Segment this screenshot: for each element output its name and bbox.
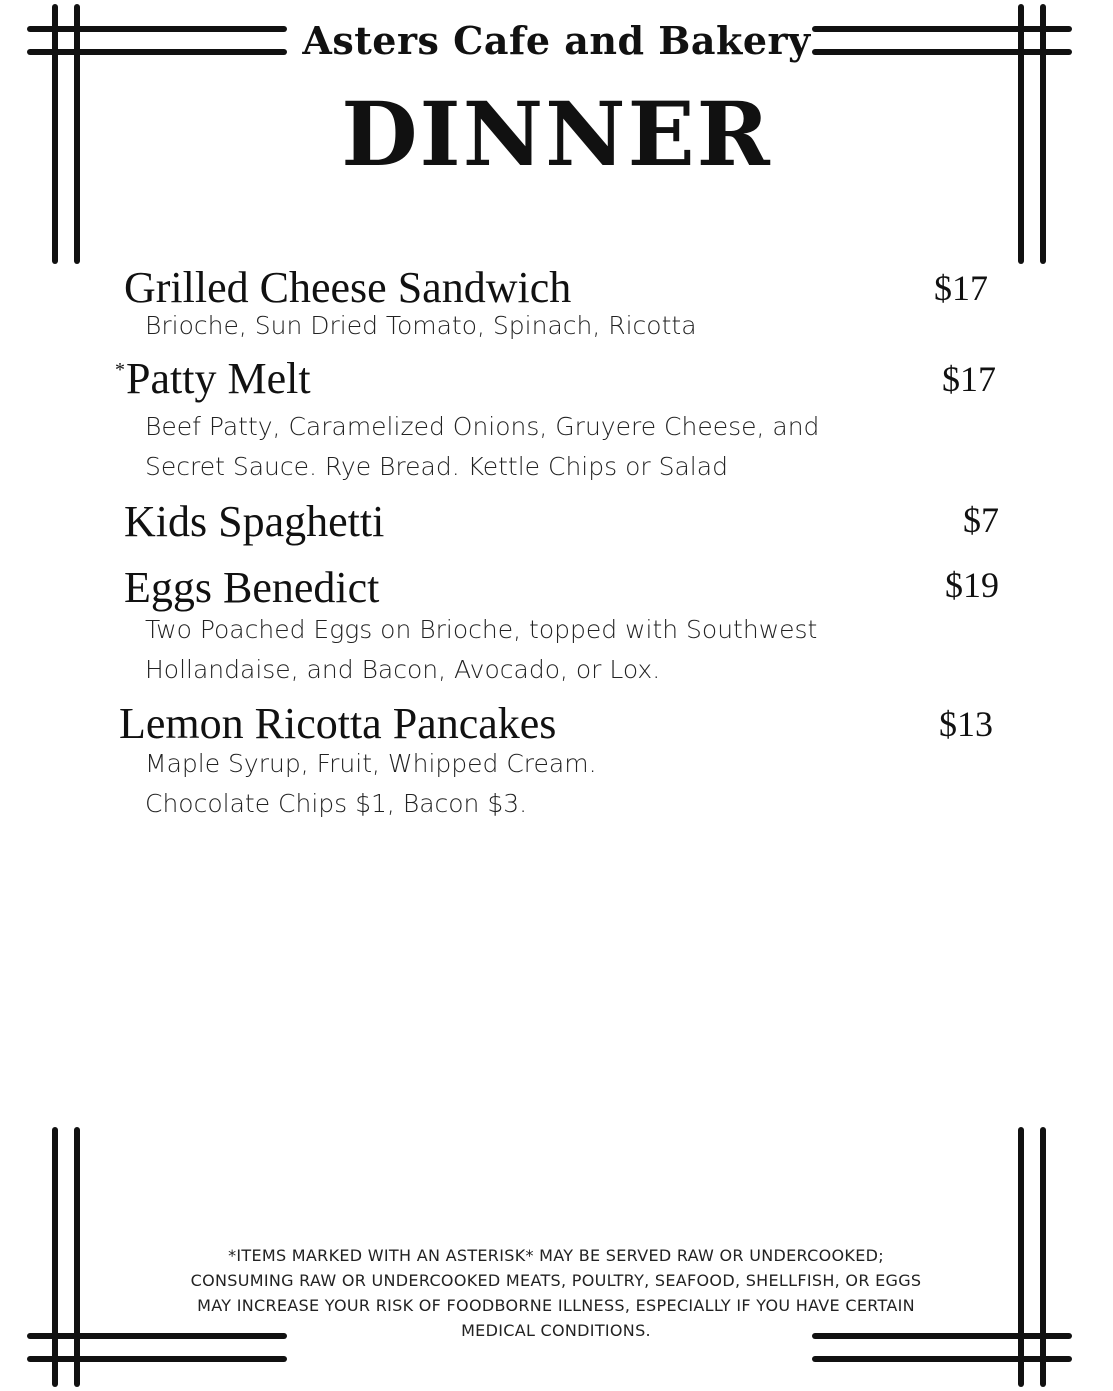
item-description-grilled-cheese: Brioche, Sun Dried Tomato, Spinach, Ricotta — [145, 311, 697, 340]
frame-line-bottom-left-h2 — [27, 1356, 287, 1362]
frame-line-bottom-right-v2 — [1040, 1127, 1046, 1387]
frame-line-bottom-left-v1 — [52, 1127, 58, 1387]
item-description-eggs-benedict: Two Poached Eggs on Brioche, topped with Southwest Hollandaise, and Bacon, Avocado, or Lox. — [145, 615, 818, 684]
frame-line-bottom-right-v1 — [1018, 1127, 1024, 1387]
item-price-eggs-benedict: $19 — [945, 565, 999, 605]
food-safety-disclaimer: *ITEMS MARKED WITH AN ASTERISK* MAY BE SERVED RAW OR UNDERCOOKED; CONSUMING RAW OR UNDERCOOKED MEATS, POULTRY, SEAFOOD, SHELLFISH, OR EGGS MAY INCREASE YOUR RISK OF FOODBORNE ILLNESS, ESPECIALLY IF YOU HAVE CERTAIN MEDICAL CONDITIONS. — [190, 1246, 922, 1340]
item-name-grilled-cheese: Grilled Cheese Sandwich — [124, 263, 572, 312]
frame-line-bottom-right-h2 — [812, 1356, 1072, 1362]
item-price-patty-melt: $17 — [942, 359, 996, 399]
item-description-pancakes-line2: Chocolate Chips $1, Bacon $3. — [145, 789, 528, 818]
frame-line-bottom-left-v2 — [74, 1127, 80, 1387]
menu-title: DINNER — [341, 82, 772, 186]
item-name-patty-melt: Patty Melt — [126, 354, 311, 403]
item-price-lemon-ricotta-pancakes: $13 — [939, 704, 993, 744]
cafe-name: Asters Cafe and Bakery — [302, 18, 811, 63]
asterisk-marker: * — [115, 359, 125, 381]
item-name-lemon-ricotta-pancakes: Lemon Ricotta Pancakes — [119, 699, 557, 748]
item-price-grilled-cheese: $17 — [934, 268, 988, 308]
item-name-eggs-benedict: Eggs Benedict — [124, 563, 380, 612]
item-description-pancakes-line1: Maple Syrup, Fruit, Whipped Cream. — [145, 749, 597, 778]
item-name-kids-spaghetti: Kids Spaghetti — [124, 497, 385, 546]
item-price-kids-spaghetti: $7 — [963, 500, 999, 540]
item-description-patty-melt: Beef Patty, Caramelized Onions, Gruyere Cheese, and Secret Sauce. Rye Bread. Kettle Chips or Salad — [145, 412, 820, 481]
